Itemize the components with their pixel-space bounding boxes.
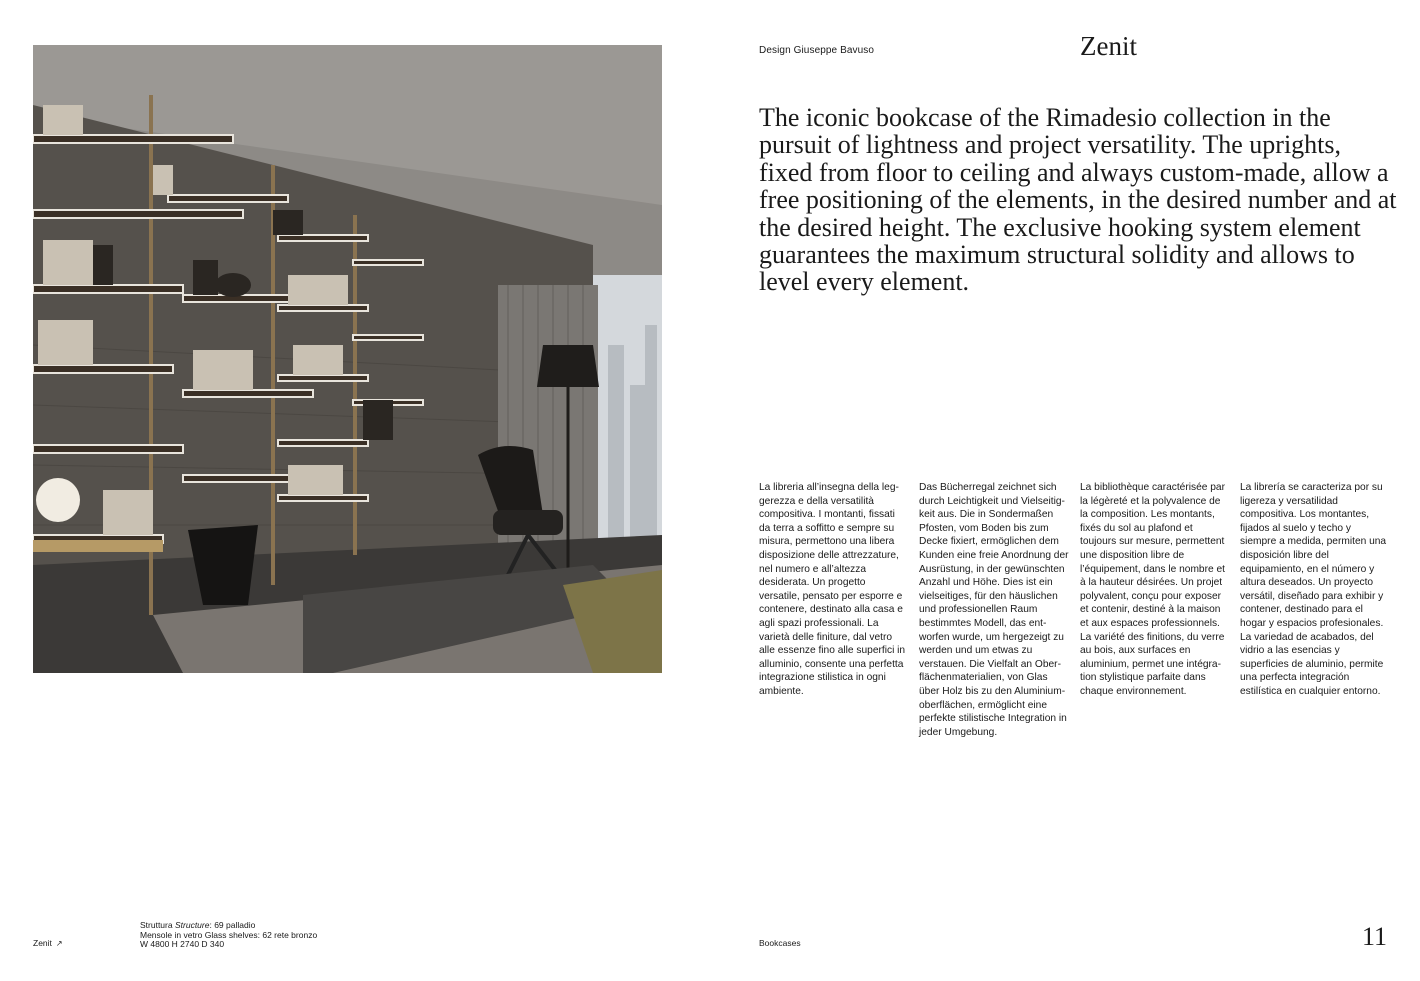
description-italian: La libreria all’insegna della leggerezza e della versatilità compositiva. I montanti, fissati da terra a soffitto e sempre su misura, permettono una libera disposizione delle attrezzature, nel numero e all’altezza desiderata. Un progetto versatile, pensato per esporre e contenere, destinato alla casa e agli spazi professionali. La varietà delle finiture, dal vetro alle essenze fino alle superfici in alluminio, consente una perfetta integrazione stilistica in ogni ambiente. bbox=[759, 482, 906, 697]
description-german: Das Bücherregal zeichnet sich durch Leichtigkeit und Vielseitigkeit aus. Die in Sondermaßen Pfosten, vom Boden bis zum Decke fixiert, ermöglichen dem Kunden eine freie Anordnung der Ausrüstung, in der gewünschten Anzahl und Höhe. Dies ist ein vielseitiges, für den häuslichen und professionellen Raum bestimmtes Modell, das entworfen wurde, um hergezeigt zu werden und um etwas zu verstauen. Die Vielfalt an Oberflächenmaterialien, von Glas über Holz bis zu den Aluminiumoberflächen, ermöglicht eine perfekte stilistische Integration in jeder Umgebung. bbox=[919, 482, 1069, 738]
spec-shelves: Mensole in vetro Glass shelves: 62 rete bronzo bbox=[140, 929, 318, 940]
footer-product-link[interactable] bbox=[33, 938, 63, 948]
page-number: 11 bbox=[1362, 922, 1388, 951]
bookcase-interior-photo bbox=[33, 45, 662, 673]
designer-credit: Design Giuseppe Bavuso bbox=[759, 45, 875, 56]
description-french: La bibliothèque caractérisée par la légèreté et la polyvalence de la composition. Les montants, fixés du sol au plafond et toujours sur mesure, permettent une disposition libre de l’équipement, dans le nombre et à la hauteur désirées. Un projet polyvalent, conçu pour exposer et contenir, destiné à la maison et aux espaces professionnels. La variété des finitions, du verre au bois, aux surfaces en aluminium, permet une intégration stylistique parfaite dans chaque environnement. bbox=[1080, 482, 1225, 697]
spec-structure-label-en: Structure bbox=[174, 920, 210, 930]
intro-paragraph: The iconic bookcase of the Rimadesio collection in the pursuit of lightness and project versatility. The uprights, fixed from floor to ceiling and always custom-made, allow a free positioning of the elements, in the desired number and at the desired height. The exclusive hooking system element guarantees the maximum structural solidity and allows to level every element. bbox=[759, 103, 1397, 297]
section-label: Bookcases bbox=[759, 938, 801, 948]
product-title: Zenit bbox=[1080, 31, 1137, 61]
product-specifications bbox=[140, 921, 317, 950]
arrow-up-right-icon: ↗ bbox=[55, 939, 63, 948]
spec-dimensions: W 4800 H 2740 D 340 bbox=[140, 939, 225, 950]
spec-structure-label: Struttura bbox=[140, 920, 173, 930]
footer-product-label: Zenit bbox=[33, 938, 52, 948]
spec-structure-value: : 69 palladio bbox=[209, 920, 256, 930]
description-spanish: La librería se caracteriza por su ligereza y versatilidad compositiva. Los montantes, fijados al suelo y techo y siempre a medida, permiten una disposición libre del equipamiento, en el número y altura deseados. Un proyecto versátil, diseñado para exhibir y contener, destinado para el hogar y espacios profesionales. La variedad de acabados, del vidrio a las esencias y superficies de aluminio, permite una perfecta integración estilística en cualquier entorno. bbox=[1240, 482, 1387, 697]
